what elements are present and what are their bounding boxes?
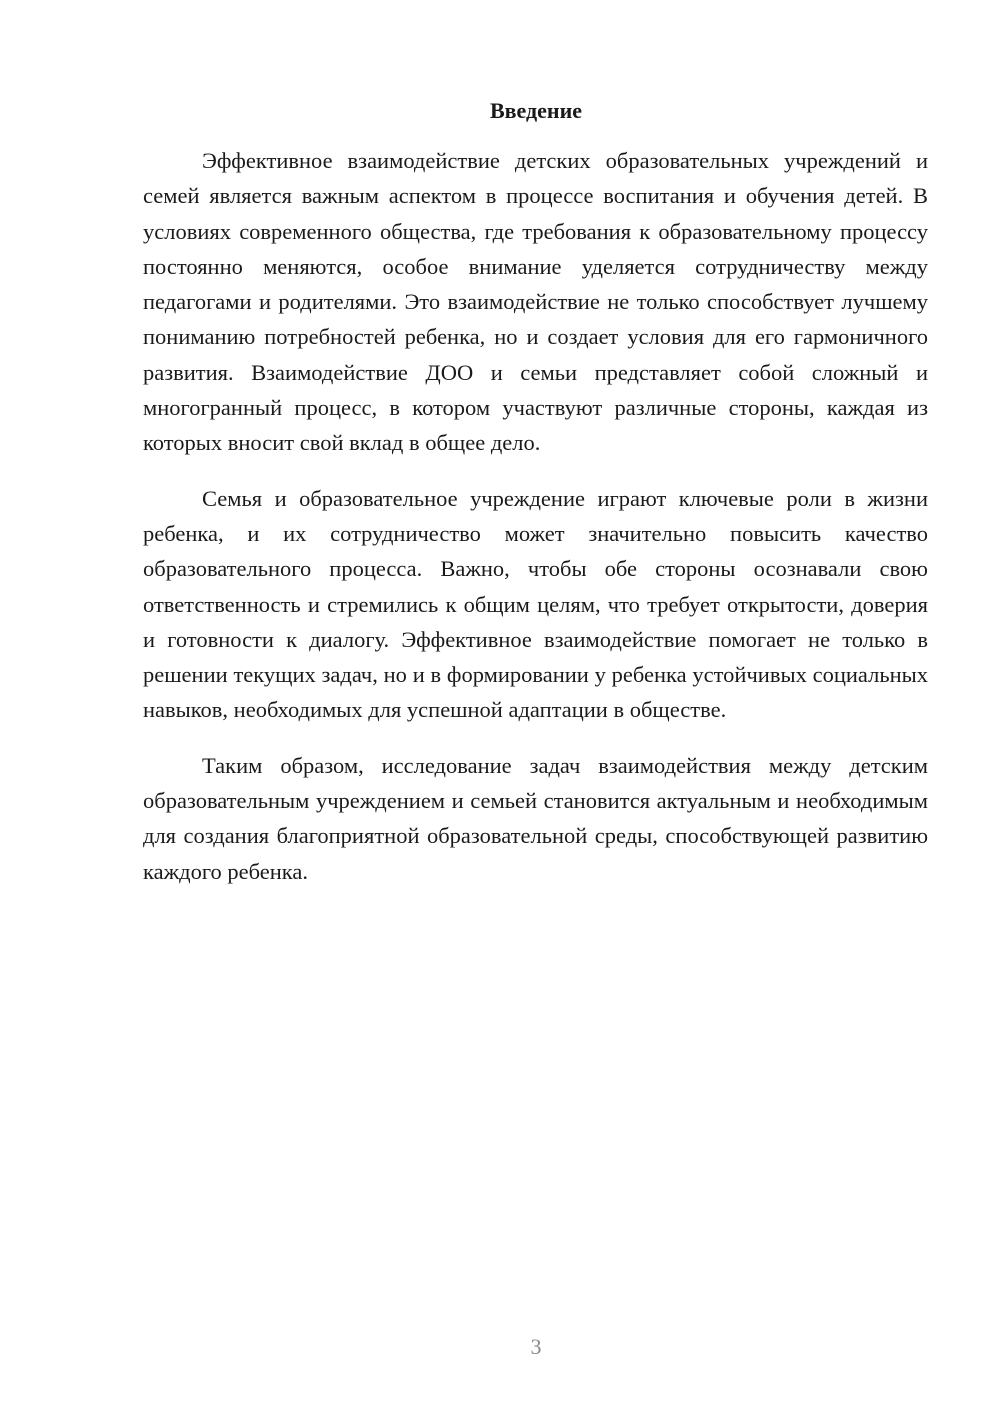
page-number: 3 <box>530 1334 542 1359</box>
paragraph-1: Эффективное взаимодействие детских образовательных учреждений и семей является важным аспектом в процессе воспитания и обучения детей. В условиях современного общества, где требования к образовательному процессу постоянно меняются, особое внимание уделяется сотрудничеству между педагогами и родителями. Это взаимодействие не только способствует лучшему пониманию потребностей ребенка, но и создает условия для его гармоничного развития. Взаимодействие ДОО и семьи представляет собой сложный и многогранный процесс, в котором участвуют различные стороны, каждая из которых вносит свой вклад в общее дело. <box>143 148 928 456</box>
paragraph-2: Семья и образовательное учреждение играют ключевые роли в жизни ребенка, и их сотрудничество может значительно повысить качество образовательного процесса. Важно, чтобы обе стороны осознавали свою ответственность и стремились к общим целям, что требует открытости, доверия и готовности к диалогу. Эффективное взаимодействие помогает не только в решении текущих задач, но и в формировании у ребенка устойчивых социальных навыков, необходимых для успешной адаптации в обществе. <box>143 485 928 723</box>
page-title: Введение <box>489 98 583 123</box>
document-body <box>143 143 928 889</box>
paragraph-3: Таким образом, исследование задач взаимодействия между детским образовательным учреждением и семьей становится актуальным и необходимым для создания благоприятной образовательной среды, способствующей развитию каждого ребенка. <box>143 752 928 884</box>
